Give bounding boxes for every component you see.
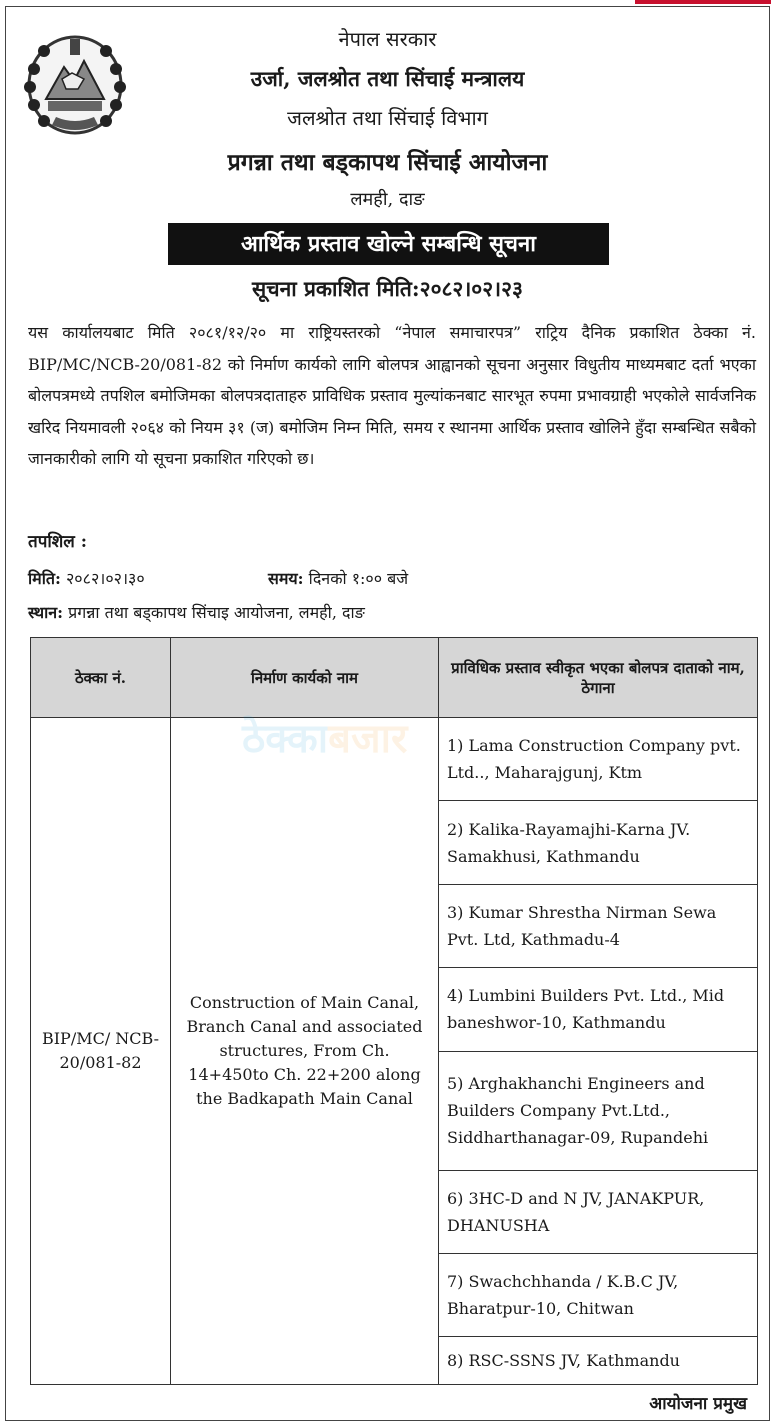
opening-time [268,567,408,589]
header-bidders: प्राविधिक प्रस्ताव स्वीकृत भएका बोलपत्र दाताको नाम, ठेगाना [439,638,758,718]
header-contract-no: ठेक्का नं. [31,638,171,718]
opening-place [28,601,365,623]
work-name: Construction of Main Canal, Branch Canal and associated structures, From Ch. 14+450to Ch. 22+200 along the Badkapath Main Canal [171,718,439,1385]
department-name: जलश्रोत तथा सिंचाई विभाग [287,106,488,130]
time-label: समय: [268,569,304,588]
date-label: मिति: [28,569,61,588]
bidder-4: 4) Lumbini Builders Pvt. Ltd., Mid baneshwor-10, Kathmandu [439,968,758,1051]
place-value: प्रगन्ना तथा बड्कापथ सिंचाइ आयोजना, लमही, दाङ [68,603,365,622]
government-name: नेपाल सरकार [338,27,437,51]
watermark-logo [242,709,407,764]
bidder-3: 3) Kumar Shrestha Nirman Sewa Pvt. Ltd, Kathmadu-4 [439,884,758,967]
opening-date [28,567,145,589]
date-value: २०८२।०२।३० [65,569,145,588]
time-value: दिनको १:०० बजे [308,569,409,588]
bidder-7: 7) Swachchhanda / K.B.C JV, Bharatpur-10, Chitwan [439,1253,758,1336]
table-header-row [31,638,758,718]
publish-date: सूचना प्रकाशित मिति:२०८२।०२।२३ [252,276,523,301]
notice-body: यस कार्यालयबाट मिति २०८१/१२/२० मा राष्ट्रियस्तरको “नेपाल समाचारपत्र” राट्रिय दैनिक प्रकाशित ठेक्का नं. BIP/MC/NCB-20/081-82 को निर्माण कार्यको लागि बोलपत्र आह्वानको सूचना अनुसार विधुतीय माध्यमबाट दर्ता भएका बोलपत्रमध्ये तपशिल बमोजिमका बोलपत्रदाताहरु प्राविधिक प्रस्ताव मुल्यांकनबाट सारभूत रुपमा प्रभावग्राही भएकोले सार्वजनिक खरिद नियमावली २०६४ को नियम ३१ (ज) बमोजिम निम्न मिति, समय र स्थानमा आर्थिक प्रस्ताव खोलिने हुँदा सम्बन्धित सबैको जानकारीको लागि यो सूचना प्रकाशित गरिएको छ। [28,323,756,468]
header-work-name: निर्माण कार्यको नाम [171,638,439,718]
project-name: प्रगन्ना तथा बड्कापथ सिंचाई आयोजना [227,149,548,176]
signature: आयोजना प्रमुख [649,1394,747,1414]
bidder-6: 6) 3HC-D and N JV, JANAKPUR, DHANUSHA [439,1170,758,1253]
details-heading: तपशिल : [28,532,88,552]
bidder-8: 8) RSC-SSNS JV, Kathmandu [439,1337,758,1385]
contract-number: BIP/MC/ NCB- 20/081-82 [31,718,171,1385]
top-red-bar [635,0,771,4]
watermark-part-2: बजार [328,716,408,762]
notice-title: आर्थिक प्रस्ताव खोल्ने सम्बन्धि सूचना [168,223,609,265]
place-label: स्थान: [28,603,64,622]
bidder-2: 2) Kalika-Rayamajhi-Karna JV. Samakhusi, Kathmandu [439,801,758,884]
project-location: लमही, दाङ [350,189,425,210]
watermark-part-1: ठेक्का [242,716,329,762]
bidder-1: 1) Lama Construction Company pvt. Ltd.., Maharajgunj, Ktm [439,718,758,801]
notice-frame [5,6,770,1421]
bidder-5: 5) Arghakhanchi Engineers and Builders Company Pvt.Ltd., Siddharthanagar-09, Rupandehi [439,1051,758,1170]
ministry-name: उर्जा, जलश्रोत तथा सिंचाई मन्त्रालय [250,66,525,91]
